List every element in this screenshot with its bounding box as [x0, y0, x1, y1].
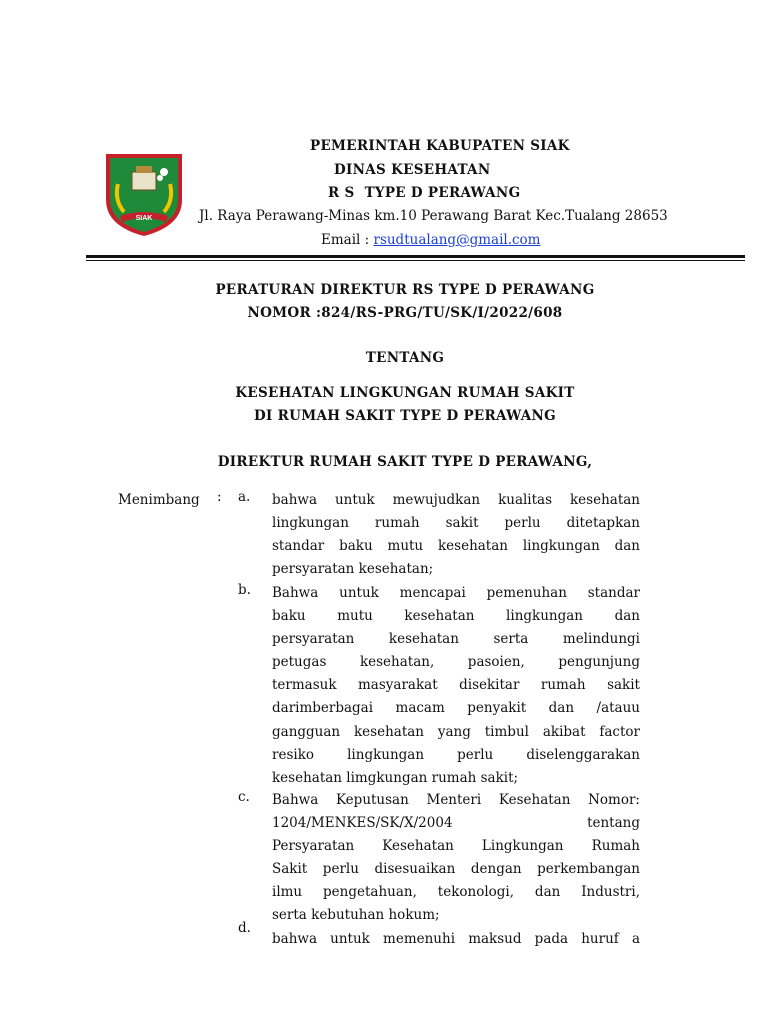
text-line: kesehatan limgkungan rumah sakit;	[272, 769, 519, 786]
item-b-text	[272, 582, 640, 790]
letterhead-government: PEMERINTAH KABUPATEN SIAK	[310, 138, 570, 154]
letterhead-divider-thick	[86, 255, 745, 258]
item-a-text	[272, 489, 640, 581]
logo-text: SIAK	[135, 215, 153, 222]
menimbang-label: Menimbang	[118, 492, 200, 508]
item-b-letter: b.	[238, 582, 251, 598]
letterhead-address: Jl. Raya Perawang-Minas km.10 Perawang Barat Kec.Tualang 28653	[199, 208, 668, 224]
text-line: darimberbagai macam penyakit dan /atauu	[272, 700, 640, 717]
text-line: Sakit perlu disesuaikan dengan perkembangan	[272, 861, 640, 878]
regulation-title: PERATURAN DIREKTUR RS TYPE D PERAWANG	[215, 282, 595, 298]
text-line: lingkungan rumah sakit perlu ditetapkan	[272, 515, 640, 532]
director-heading: DIREKTUR RUMAH SAKIT TYPE D PERAWANG,	[217, 454, 593, 470]
about-heading: TENTANG	[365, 350, 445, 366]
text-line: 1204/MENKES/SK/X/2004 tentang	[272, 815, 640, 832]
letterhead-department: DINAS KESEHATAN	[334, 162, 491, 178]
email-label: Email :	[321, 232, 374, 248]
subject-line-2: DI RUMAH SAKIT TYPE D PERAWANG	[254, 408, 556, 424]
text-line: gangguan kesehatan yang timbul akibat factor	[272, 723, 640, 740]
text-line: termasuk masyarakat disekitar rumah sakit	[272, 677, 640, 694]
item-d-text	[272, 928, 640, 951]
letterhead-email-row	[321, 232, 540, 248]
text-line: standar baku mutu kesehatan lingkungan dan	[272, 538, 640, 555]
letterhead-divider-thin	[86, 260, 745, 261]
subject-line-1: KESEHATAN LINGKUNGAN RUMAH SAKIT	[235, 385, 575, 401]
text-line: ilmu pengetahuan, tekonologi, dan Industri,	[272, 884, 640, 901]
text-line: persyaratan kesehatan;	[272, 561, 434, 578]
text-line: serta kebutuhan hokum;	[272, 907, 440, 924]
menimbang-colon: :	[217, 489, 222, 505]
item-c-letter: c.	[238, 789, 250, 805]
text-line: petugas kesehatan, pasoien, pengunjung	[272, 654, 640, 671]
letterhead-hospital: R S TYPE D PERAWANG	[328, 185, 521, 201]
item-d-letter: d.	[238, 920, 251, 936]
text-line: Persyaratan Kesehatan Lingkungan Rumah	[272, 838, 640, 855]
item-c-text	[272, 789, 640, 928]
text-line: bahwa untuk mewujudkan kualitas kesehatan	[272, 492, 640, 508]
item-a-letter: a.	[238, 489, 251, 505]
email-link[interactable]: rsudtualang@gmail.com	[373, 232, 541, 248]
text-line: bahwa untuk memenuhi maksud pada huruf a	[272, 931, 640, 947]
regulation-number: NOMOR :824/RS-PRG/TU/SK/I/2022/608	[247, 305, 563, 321]
text-line: resiko lingkungan perlu diselenggarakan	[272, 746, 640, 763]
text-line: persyaratan kesehatan serta melindungi	[272, 631, 640, 648]
text-line: Bahwa Keputusan Menteri Kesehatan Nomor:	[272, 792, 640, 808]
text-line: Bahwa untuk mencapai pemenuhan standar	[272, 585, 640, 601]
text-line: baku mutu kesehatan lingkungan dan	[272, 608, 640, 625]
